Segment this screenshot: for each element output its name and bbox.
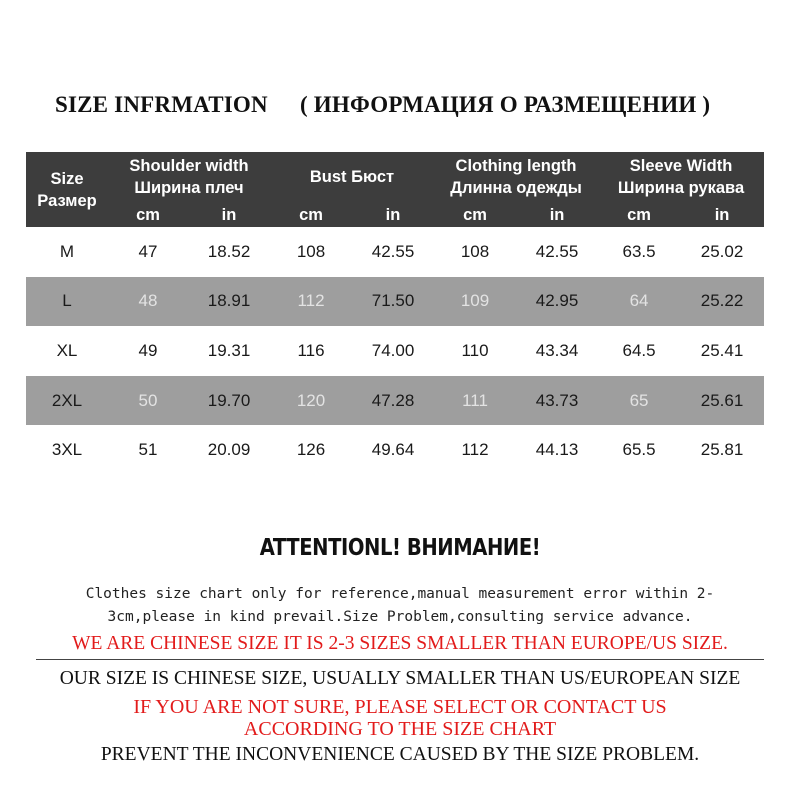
unit-header: cm — [270, 202, 352, 227]
table-cell: 71.50 — [352, 277, 434, 327]
clothing-length-header — [434, 152, 598, 202]
group-header-ru: Ширина рукава — [617, 179, 745, 197]
table-cell: 18.52 — [207, 241, 251, 261]
unit-header: cm — [434, 202, 516, 227]
sleeve-width-header — [598, 152, 764, 202]
table-cell: 20.09 — [207, 440, 251, 460]
table-cell: 47 — [138, 241, 158, 261]
group-header-en: Bust Бюст — [309, 168, 395, 186]
group-header-en: Shoulder width — [129, 157, 249, 175]
table-cell: 65 — [598, 376, 680, 426]
title-english: SIZE INFRMATION — [55, 92, 268, 117]
reference-note — [30, 583, 770, 629]
size-cell: XL — [56, 340, 78, 360]
table-units-row — [26, 202, 764, 227]
attention-heading: ATTENTIONL! ВНИМАНИЕ! — [259, 535, 541, 561]
table-cell: 25.61 — [680, 376, 764, 426]
table-row — [26, 277, 764, 327]
unit-header: in — [680, 202, 764, 227]
size-header-ru: Размер — [37, 191, 97, 210]
divider — [36, 659, 764, 660]
prevent-notice: PREVENT THE INCONVENIENCE CAUSED BY THE SIZE PROBLEM. — [100, 744, 700, 765]
table-cell: 64.5 — [622, 340, 656, 360]
reference-note-line: Clothes size chart only for reference,manual measurement error within 2- — [85, 586, 715, 602]
table-header-row — [26, 152, 764, 202]
table-cell: 44.13 — [535, 440, 579, 460]
table-cell: 111 — [434, 376, 516, 426]
unit-header: cm — [108, 202, 188, 227]
table-cell: 51 — [138, 440, 158, 460]
size-cell: 2XL — [26, 376, 108, 426]
table-cell: 108 — [296, 241, 326, 261]
size-header-en: Size — [50, 169, 84, 188]
table-cell: 110 — [461, 340, 489, 360]
size-cell: M — [59, 241, 75, 261]
table-cell: 25.41 — [700, 340, 744, 360]
table-cell: 42.95 — [516, 277, 598, 327]
unit-header: in — [516, 202, 598, 227]
reference-note-line: 3cm,please in kind prevail.Size Problem,consulting service advance. — [107, 609, 693, 625]
table-row — [26, 376, 764, 426]
table-cell: 25.22 — [680, 277, 764, 327]
table-row — [26, 227, 764, 277]
table-cell: 42.55 — [535, 241, 579, 261]
select-size-line: IF YOU ARE NOT SURE, PLEASE SELECT OR CONTACT US — [133, 696, 667, 718]
table-cell: 116 — [297, 340, 325, 360]
page-title — [55, 92, 711, 118]
table-cell: 43.34 — [535, 340, 579, 360]
unit-header: in — [352, 202, 434, 227]
table-cell: 49 — [138, 340, 158, 360]
table-cell: 112 — [461, 440, 489, 460]
table-cell: 50 — [108, 376, 188, 426]
group-header-ru: Ширина плеч — [134, 179, 244, 197]
table-cell: 43.73 — [516, 376, 598, 426]
table-cell: 64 — [598, 277, 680, 327]
group-header-en: Clothing length — [455, 157, 577, 175]
table-cell: 25.02 — [700, 241, 744, 261]
table-cell: 63.5 — [622, 241, 656, 261]
bust-header — [270, 152, 434, 202]
table-row — [26, 326, 764, 376]
shoulder-width-header — [108, 152, 270, 202]
select-size-notice — [0, 696, 800, 740]
our-size-notice: OUR SIZE IS CHINESE SIZE, USUALLY SMALLER THAN US/EUROPEAN SIZE — [59, 668, 741, 689]
table-cell: 19.31 — [207, 340, 251, 360]
table-cell: 42.55 — [371, 241, 415, 261]
table-cell: 120 — [270, 376, 352, 426]
group-header-ru: Длинна одежды — [450, 179, 582, 197]
table-cell: 47.28 — [352, 376, 434, 426]
select-size-line: ACCORDING TO THE SIZE CHART — [243, 718, 557, 740]
table-cell: 112 — [270, 277, 352, 327]
table-cell: 25.81 — [700, 440, 744, 460]
table-cell: 48 — [108, 277, 188, 327]
table-cell: 108 — [460, 241, 490, 261]
size-table — [26, 152, 764, 475]
unit-header: cm — [598, 202, 680, 227]
group-header-en: Sleeve Width — [629, 157, 733, 175]
table-cell: 49.64 — [371, 440, 415, 460]
table-cell: 126 — [296, 440, 326, 460]
table-cell: 19.70 — [188, 376, 270, 426]
size-cell: 3XL — [51, 440, 83, 460]
table-cell: 18.91 — [188, 277, 270, 327]
table-cell: 74.00 — [371, 340, 415, 360]
table-row — [26, 425, 764, 475]
table-cell: 65.5 — [622, 440, 656, 460]
chinese-size-warning: WE ARE CHINESE SIZE IT IS 2-3 SIZES SMALLER THAN EUROPE/US SIZE. — [72, 633, 728, 654]
size-cell: L — [26, 277, 108, 327]
title-russian: ( ИНФОРМАЦИЯ О РАЗМЕЩЕНИИ ) — [300, 92, 711, 117]
unit-header: in — [188, 202, 270, 227]
table-cell: 109 — [434, 277, 516, 327]
size-column-header — [26, 152, 108, 227]
